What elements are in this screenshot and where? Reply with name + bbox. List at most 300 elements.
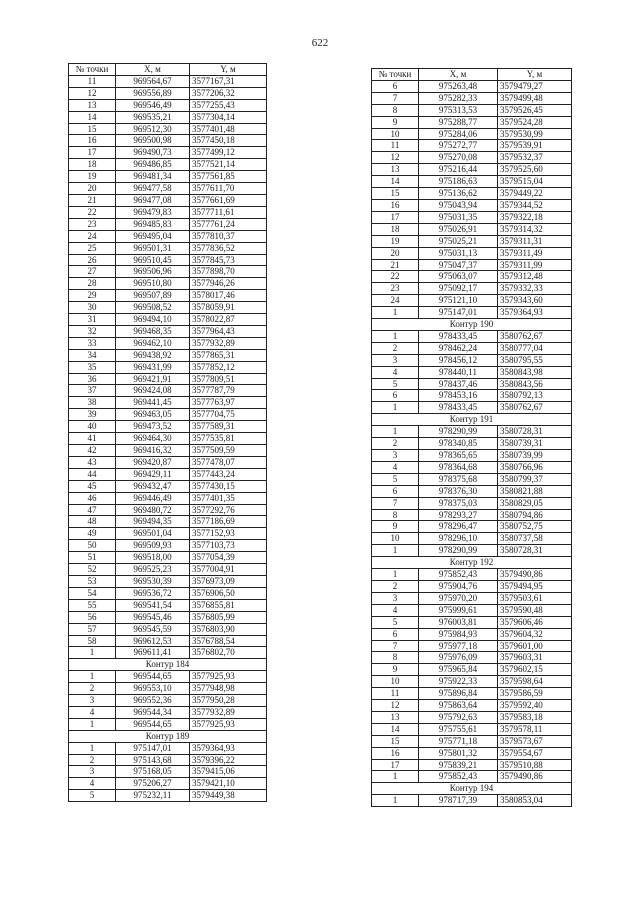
point-number-cell: 13 — [69, 99, 116, 111]
point-number-cell: 3 — [69, 766, 116, 778]
y-coordinate-cell: 3579490,86 — [498, 771, 572, 783]
header-y: Y, м — [190, 64, 267, 76]
table-row — [69, 314, 267, 326]
table-row — [69, 445, 267, 457]
x-coordinate-cell: 975852,43 — [419, 771, 498, 783]
table-row — [69, 540, 267, 552]
table-row — [372, 116, 572, 128]
x-coordinate-cell: 975186,63 — [419, 176, 498, 188]
x-coordinate-cell: 969535,21 — [116, 111, 190, 123]
x-coordinate-cell: 969501,04 — [116, 528, 190, 540]
table-row — [69, 135, 267, 147]
table-row — [372, 295, 572, 307]
contour-label: Контур 191 — [372, 414, 572, 426]
table-row — [69, 516, 267, 528]
x-coordinate-cell: 969480,72 — [116, 504, 190, 516]
x-coordinate-cell: 969473,52 — [116, 421, 190, 433]
x-coordinate-cell: 975896,84 — [419, 688, 498, 700]
table-row — [372, 271, 572, 283]
y-coordinate-cell: 3577561,85 — [190, 171, 267, 183]
y-coordinate-cell: 3579598,64 — [498, 676, 572, 688]
table-row — [69, 671, 267, 683]
point-number-cell: 52 — [69, 564, 116, 576]
y-coordinate-cell: 3580792,13 — [498, 390, 572, 402]
x-coordinate-cell: 969544,65 — [116, 671, 190, 683]
x-coordinate-cell: 969421,91 — [116, 373, 190, 385]
y-coordinate-cell: 3577763,97 — [190, 397, 267, 409]
y-coordinate-cell: 3576805,99 — [190, 611, 267, 623]
point-number-cell: 56 — [69, 611, 116, 623]
x-coordinate-cell: 969544,65 — [116, 718, 190, 730]
point-number-cell: 21 — [372, 259, 419, 271]
table-row — [372, 235, 572, 247]
x-coordinate-cell: 969501,31 — [116, 242, 190, 254]
y-coordinate-cell: 3579479,27 — [498, 80, 572, 92]
table-row — [372, 604, 572, 616]
point-number-cell: 6 — [372, 80, 419, 92]
y-coordinate-cell: 3579592,40 — [498, 700, 572, 712]
x-coordinate-cell: 978375,03 — [419, 497, 498, 509]
y-coordinate-cell: 3576855,81 — [190, 599, 267, 611]
y-coordinate-cell: 3577925,93 — [190, 718, 267, 730]
x-coordinate-cell: 969530,39 — [116, 575, 190, 587]
x-coordinate-cell: 975965,84 — [419, 664, 498, 676]
y-coordinate-cell: 3579590,48 — [498, 604, 572, 616]
x-coordinate-cell: 969463,05 — [116, 409, 190, 421]
point-number-cell: 1 — [69, 718, 116, 730]
x-coordinate-cell: 975147,01 — [116, 742, 190, 754]
y-coordinate-cell: 3579421,10 — [190, 778, 267, 790]
table-row — [372, 92, 572, 104]
x-coordinate-cell: 975976,09 — [419, 652, 498, 664]
table-row — [372, 569, 572, 581]
x-coordinate-cell: 975282,33 — [419, 92, 498, 104]
y-coordinate-cell: 3579526,45 — [498, 104, 572, 116]
x-coordinate-cell: 969424,08 — [116, 385, 190, 397]
y-coordinate-cell: 3577509,59 — [190, 445, 267, 457]
table-row — [69, 111, 267, 123]
table-row — [69, 349, 267, 361]
x-coordinate-cell: 969485,83 — [116, 218, 190, 230]
point-number-cell: 8 — [372, 652, 419, 664]
table-row — [372, 545, 572, 557]
point-number-cell: 17 — [372, 759, 419, 771]
x-coordinate-cell: 969546,49 — [116, 99, 190, 111]
point-number-cell: 42 — [69, 445, 116, 457]
y-coordinate-cell: 3579311,31 — [498, 235, 572, 247]
table-row — [69, 159, 267, 171]
x-coordinate-cell: 969553,10 — [116, 683, 190, 695]
contour-header-row — [372, 319, 572, 331]
y-coordinate-cell: 3579343,60 — [498, 295, 572, 307]
x-coordinate-cell: 975801,32 — [419, 747, 498, 759]
x-coordinate-cell: 969518,00 — [116, 552, 190, 564]
x-coordinate-cell: 969486,85 — [116, 159, 190, 171]
table-row — [372, 747, 572, 759]
table-row — [69, 87, 267, 99]
y-coordinate-cell: 3577964,43 — [190, 325, 267, 337]
y-coordinate-cell: 3579586,59 — [498, 688, 572, 700]
point-number-cell: 1 — [372, 569, 419, 581]
point-number-cell: 49 — [69, 528, 116, 540]
point-number-cell: 3 — [372, 450, 419, 462]
point-number-cell: 1 — [372, 307, 419, 319]
y-coordinate-cell: 3579525,60 — [498, 164, 572, 176]
table-row — [372, 152, 572, 164]
x-coordinate-cell: 975168,05 — [116, 766, 190, 778]
point-number-cell: 4 — [372, 461, 419, 473]
header-x: X, м — [419, 69, 498, 81]
x-coordinate-cell: 978462,24 — [419, 342, 498, 354]
x-coordinate-cell: 969544,34 — [116, 706, 190, 718]
table-row — [372, 188, 572, 200]
x-coordinate-cell: 975092,17 — [419, 283, 498, 295]
y-coordinate-cell: 3579449,22 — [498, 188, 572, 200]
table-row — [372, 211, 572, 223]
x-coordinate-cell: 969556,89 — [116, 87, 190, 99]
table-row — [372, 735, 572, 747]
table-row — [372, 283, 572, 295]
table-row — [372, 402, 572, 414]
y-coordinate-cell: 3577661,69 — [190, 194, 267, 206]
y-coordinate-cell: 3577711,61 — [190, 206, 267, 218]
table-row — [372, 533, 572, 545]
table-row — [69, 183, 267, 195]
point-number-cell: 6 — [372, 485, 419, 497]
point-number-cell: 23 — [372, 283, 419, 295]
x-coordinate-cell: 975313,53 — [419, 104, 498, 116]
header-y: Y, м — [498, 69, 572, 81]
table-row — [372, 688, 572, 700]
x-coordinate-cell: 975284,06 — [419, 128, 498, 140]
y-coordinate-cell: 3579344,52 — [498, 199, 572, 211]
point-number-cell: 19 — [69, 171, 116, 183]
point-number-cell: 10 — [372, 533, 419, 545]
table-row — [69, 754, 267, 766]
x-coordinate-cell: 975143,68 — [116, 754, 190, 766]
x-coordinate-cell: 969564,67 — [116, 75, 190, 87]
table-row — [69, 397, 267, 409]
table-row — [372, 104, 572, 116]
x-coordinate-cell: 975863,64 — [419, 700, 498, 712]
contour-header-row — [372, 783, 572, 795]
x-coordinate-cell: 969431,99 — [116, 361, 190, 373]
y-coordinate-cell: 3580762,67 — [498, 330, 572, 342]
x-coordinate-cell: 978290,99 — [419, 426, 498, 438]
y-coordinate-cell: 3577809,51 — [190, 373, 267, 385]
y-coordinate-cell: 3579554,67 — [498, 747, 572, 759]
y-coordinate-cell: 3576802,70 — [190, 647, 267, 659]
point-number-cell: 12 — [372, 700, 419, 712]
table-row — [372, 342, 572, 354]
x-coordinate-cell: 978364,68 — [419, 461, 498, 473]
point-number-cell: 41 — [69, 433, 116, 445]
coordinates-table-left — [68, 63, 267, 802]
table-row — [69, 361, 267, 373]
table-row — [69, 421, 267, 433]
page-number: 622 — [311, 37, 329, 49]
x-coordinate-cell: 969420,87 — [116, 456, 190, 468]
y-coordinate-cell: 3580794,86 — [498, 509, 572, 521]
x-coordinate-cell: 969416,32 — [116, 445, 190, 457]
table-row — [372, 676, 572, 688]
table-row — [69, 206, 267, 218]
point-number-cell: 13 — [372, 164, 419, 176]
x-coordinate-cell: 975206,27 — [116, 778, 190, 790]
table-row — [372, 497, 572, 509]
y-coordinate-cell: 3579364,93 — [190, 742, 267, 754]
y-coordinate-cell: 3577206,32 — [190, 87, 267, 99]
table-row — [372, 438, 572, 450]
y-coordinate-cell: 3580799,37 — [498, 473, 572, 485]
point-number-cell: 11 — [372, 140, 419, 152]
point-number-cell: 1 — [372, 795, 419, 807]
y-coordinate-cell: 3579314,32 — [498, 223, 572, 235]
table-row — [372, 378, 572, 390]
table-row — [69, 647, 267, 659]
y-coordinate-cell: 3579539,91 — [498, 140, 572, 152]
point-number-cell: 1 — [372, 402, 419, 414]
y-coordinate-cell: 3579364,93 — [498, 307, 572, 319]
x-coordinate-cell: 975031,13 — [419, 247, 498, 259]
table-row — [372, 652, 572, 664]
table-row — [69, 373, 267, 385]
x-coordinate-cell: 978340,85 — [419, 438, 498, 450]
table-row — [69, 587, 267, 599]
y-coordinate-cell: 3577865,31 — [190, 349, 267, 361]
x-coordinate-cell: 978453,16 — [419, 390, 498, 402]
y-coordinate-cell: 3580739,99 — [498, 450, 572, 462]
table-row — [69, 480, 267, 492]
point-number-cell: 17 — [372, 211, 419, 223]
table-row — [69, 706, 267, 718]
y-coordinate-cell: 3579499,48 — [498, 92, 572, 104]
contour-label: Контур 184 — [69, 659, 267, 671]
x-coordinate-cell: 975755,61 — [419, 723, 498, 735]
point-number-cell: 4 — [372, 366, 419, 378]
point-number-cell: 24 — [372, 295, 419, 307]
point-number-cell: 45 — [69, 480, 116, 492]
point-number-cell: 12 — [372, 152, 419, 164]
y-coordinate-cell: 3580843,56 — [498, 378, 572, 390]
point-number-cell: 12 — [69, 87, 116, 99]
x-coordinate-cell: 975792,63 — [419, 711, 498, 723]
table-row — [69, 242, 267, 254]
table-row — [372, 140, 572, 152]
y-coordinate-cell: 3577535,81 — [190, 433, 267, 445]
point-number-cell: 25 — [69, 242, 116, 254]
x-coordinate-cell: 975288,77 — [419, 116, 498, 128]
y-coordinate-cell: 3577852,12 — [190, 361, 267, 373]
y-coordinate-cell: 3580843,98 — [498, 366, 572, 378]
y-coordinate-cell: 3577401,35 — [190, 492, 267, 504]
point-number-cell: 13 — [372, 711, 419, 723]
y-coordinate-cell: 3579332,33 — [498, 283, 572, 295]
table-row — [69, 385, 267, 397]
x-coordinate-cell: 969510,45 — [116, 254, 190, 266]
y-coordinate-cell: 3580766,96 — [498, 461, 572, 473]
table-row — [372, 700, 572, 712]
table-row — [69, 302, 267, 314]
point-number-cell: 1 — [372, 545, 419, 557]
x-coordinate-cell: 969429,11 — [116, 468, 190, 480]
table-row — [69, 290, 267, 302]
table-row — [69, 337, 267, 349]
point-number-cell: 14 — [372, 723, 419, 735]
x-coordinate-cell: 975922,33 — [419, 676, 498, 688]
contour-label: Контур 192 — [372, 557, 572, 569]
x-coordinate-cell: 978293,27 — [419, 509, 498, 521]
table-row — [69, 278, 267, 290]
table-row — [372, 628, 572, 640]
y-coordinate-cell: 3579573,67 — [498, 735, 572, 747]
x-coordinate-cell: 969494,10 — [116, 314, 190, 326]
point-number-cell: 1 — [372, 771, 419, 783]
point-number-cell: 30 — [69, 302, 116, 314]
point-number-cell: 4 — [372, 604, 419, 616]
point-number-cell: 33 — [69, 337, 116, 349]
point-number-cell: 39 — [69, 409, 116, 421]
point-number-cell: 14 — [372, 176, 419, 188]
x-coordinate-cell: 975121,10 — [419, 295, 498, 307]
x-coordinate-cell: 975232,11 — [116, 790, 190, 802]
point-number-cell: 57 — [69, 623, 116, 635]
point-number-cell: 6 — [372, 390, 419, 402]
y-coordinate-cell: 3579603,31 — [498, 652, 572, 664]
y-coordinate-cell: 3579396,22 — [190, 754, 267, 766]
point-number-cell: 29 — [69, 290, 116, 302]
coordinates-table-right — [371, 68, 572, 807]
x-coordinate-cell: 969464,30 — [116, 433, 190, 445]
x-coordinate-cell: 969441,45 — [116, 397, 190, 409]
y-coordinate-cell: 3577292,76 — [190, 504, 267, 516]
y-coordinate-cell: 3576906,50 — [190, 587, 267, 599]
x-coordinate-cell: 969500,98 — [116, 135, 190, 147]
point-number-cell: 8 — [372, 509, 419, 521]
x-coordinate-cell: 975025,21 — [419, 235, 498, 247]
point-number-cell: 38 — [69, 397, 116, 409]
point-number-cell: 3 — [372, 592, 419, 604]
x-coordinate-cell: 978296,47 — [419, 521, 498, 533]
table-row — [372, 723, 572, 735]
x-coordinate-cell: 969462,10 — [116, 337, 190, 349]
x-coordinate-cell: 978717,39 — [419, 795, 498, 807]
point-number-cell: 9 — [372, 521, 419, 533]
point-number-cell: 50 — [69, 540, 116, 552]
x-coordinate-cell: 969446,49 — [116, 492, 190, 504]
table-row — [372, 247, 572, 259]
x-coordinate-cell: 969490,73 — [116, 147, 190, 159]
point-number-cell: 23 — [69, 218, 116, 230]
table-row — [69, 575, 267, 587]
point-number-cell: 9 — [372, 664, 419, 676]
x-coordinate-cell: 975270,08 — [419, 152, 498, 164]
y-coordinate-cell: 3577499,12 — [190, 147, 267, 159]
x-coordinate-cell: 978290,99 — [419, 545, 498, 557]
y-coordinate-cell: 3579449,38 — [190, 790, 267, 802]
point-number-cell: 28 — [69, 278, 116, 290]
y-coordinate-cell: 3579606,46 — [498, 616, 572, 628]
x-coordinate-cell: 975839,21 — [419, 759, 498, 771]
y-coordinate-cell: 3577845,73 — [190, 254, 267, 266]
y-coordinate-cell: 3577611,70 — [190, 183, 267, 195]
y-coordinate-cell: 3577810,37 — [190, 230, 267, 242]
point-number-cell: 24 — [69, 230, 116, 242]
table-row — [69, 266, 267, 278]
header-x: X, м — [116, 64, 190, 76]
table-header-row — [372, 69, 572, 81]
x-coordinate-cell: 975216,44 — [419, 164, 498, 176]
point-number-cell: 1 — [69, 742, 116, 754]
x-coordinate-cell: 969495,04 — [116, 230, 190, 242]
x-coordinate-cell: 975984,93 — [419, 628, 498, 640]
y-coordinate-cell: 3580728,31 — [498, 545, 572, 557]
point-number-cell: 58 — [69, 635, 116, 647]
y-coordinate-cell: 3580821,88 — [498, 485, 572, 497]
table-row — [372, 354, 572, 366]
table-row — [69, 147, 267, 159]
x-coordinate-cell: 978433,45 — [419, 330, 498, 342]
y-coordinate-cell: 3577521,14 — [190, 159, 267, 171]
table-row — [372, 259, 572, 271]
y-coordinate-cell: 3580777,04 — [498, 342, 572, 354]
table-row — [372, 128, 572, 140]
table-row — [69, 695, 267, 707]
point-number-cell: 34 — [69, 349, 116, 361]
y-coordinate-cell: 3580737,58 — [498, 533, 572, 545]
y-coordinate-cell: 3577836,52 — [190, 242, 267, 254]
y-coordinate-cell: 3579532,37 — [498, 152, 572, 164]
point-number-cell: 20 — [69, 183, 116, 195]
y-coordinate-cell: 3580795,55 — [498, 354, 572, 366]
point-number-cell: 7 — [372, 92, 419, 104]
table-row — [69, 599, 267, 611]
point-number-cell: 15 — [372, 188, 419, 200]
y-coordinate-cell: 3577761,24 — [190, 218, 267, 230]
y-coordinate-cell: 3579494,95 — [498, 580, 572, 592]
y-coordinate-cell: 3579415,06 — [190, 766, 267, 778]
y-coordinate-cell: 3577450,18 — [190, 135, 267, 147]
point-number-cell: 36 — [69, 373, 116, 385]
point-number-cell: 7 — [372, 497, 419, 509]
table-header-row — [69, 64, 267, 76]
point-number-cell: 14 — [69, 111, 116, 123]
point-number-cell: 15 — [372, 735, 419, 747]
table-row — [372, 640, 572, 652]
table-row — [372, 521, 572, 533]
table-row — [372, 330, 572, 342]
point-number-cell: 1 — [372, 330, 419, 342]
contour-label: Контур 194 — [372, 783, 572, 795]
point-number-cell: 27 — [69, 266, 116, 278]
point-number-cell: 47 — [69, 504, 116, 516]
table-row — [69, 718, 267, 730]
point-number-cell: 16 — [372, 199, 419, 211]
table-row — [372, 592, 572, 604]
point-number-cell: 40 — [69, 421, 116, 433]
x-coordinate-cell: 978433,45 — [419, 402, 498, 414]
table-row — [372, 366, 572, 378]
table-row — [69, 778, 267, 790]
x-coordinate-cell: 975031,35 — [419, 211, 498, 223]
x-coordinate-cell: 975771,18 — [419, 735, 498, 747]
y-coordinate-cell: 3579311,99 — [498, 259, 572, 271]
table-row — [69, 552, 267, 564]
point-number-cell: 10 — [372, 128, 419, 140]
point-number-cell: 16 — [372, 747, 419, 759]
x-coordinate-cell: 978456,12 — [419, 354, 498, 366]
table-row — [69, 230, 267, 242]
